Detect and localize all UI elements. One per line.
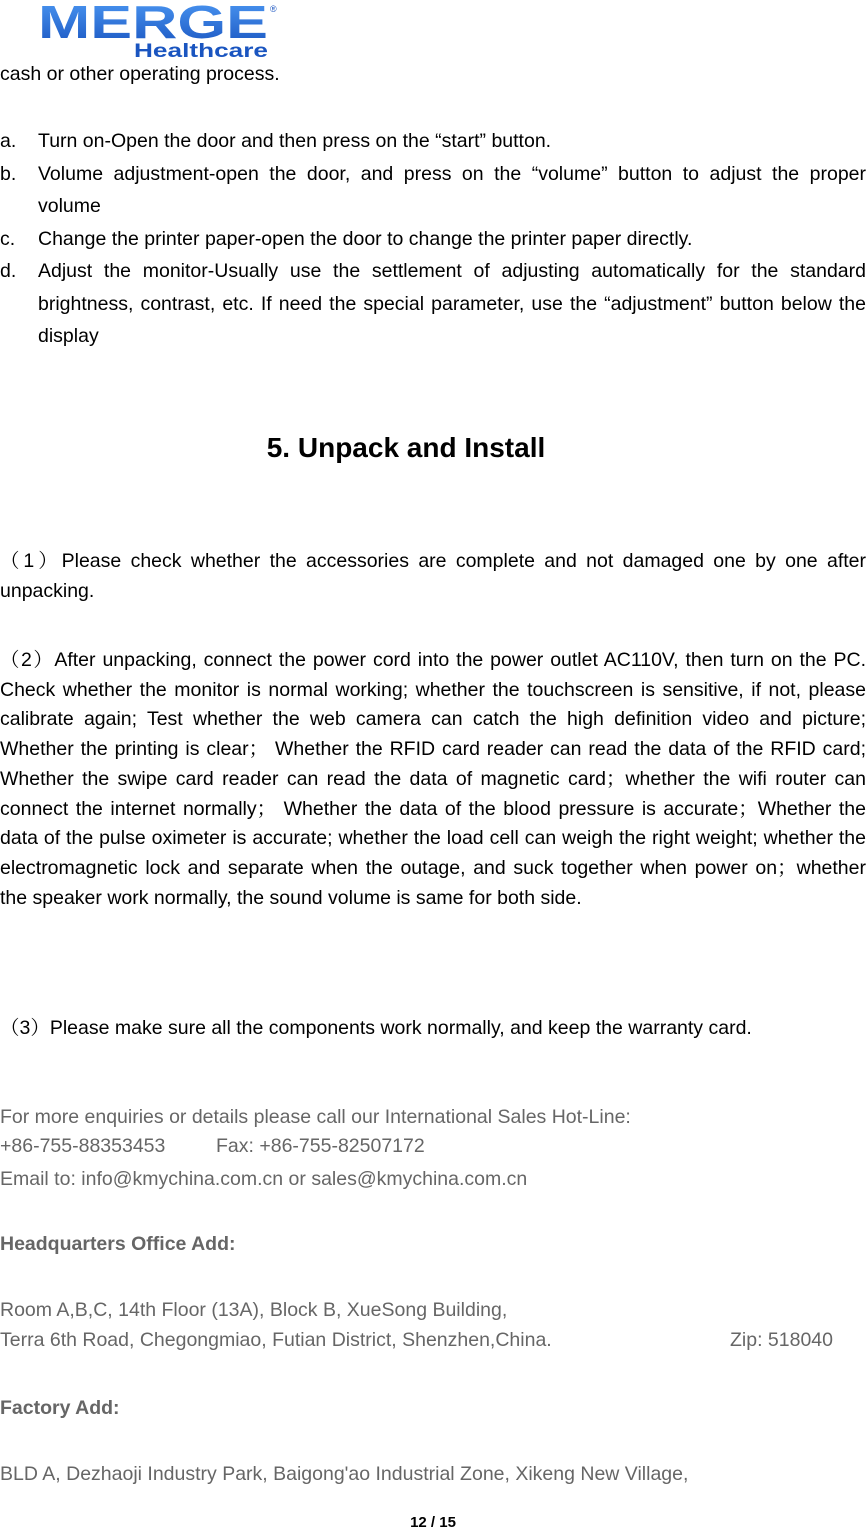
merge-healthcare-logo — [36, 0, 286, 60]
paragraph-1: （1）Please check whether the accessories are complete and not damaged one by one after unpacking. — [0, 550, 866, 602]
step-marker: d. — [0, 260, 17, 282]
enquiry-text: For more enquiries or details please call our International Sales Hot-Line: — [0, 1106, 631, 1128]
step-text: Change the printer paper-open the door to change the printer paper directly. — [38, 227, 693, 250]
steps-list — [0, 125, 866, 353]
hq-address-line-1: Room A,B,C, 14th Floor (13A), Block B, XueSong Building, — [0, 1299, 508, 1321]
hq-address-line-2: Terra 6th Road, Chegongmiao, Futian District, Shenzhen,China. — [0, 1329, 552, 1351]
paragraph-2: （2）After unpacking, connect the power cord into the power outlet AC110V, then turn on the PC. Check whether the monitor is normal working; whether the touchscreen is sensitive, if not, please calibrate again; Test whether the web camera can catch the high definition video and picture; Whether the printing is clear； Whether the RFID card reader can read the data of the RFID card; Whether the swipe card reader can read the data of magnetic card；whether the wifi router can connect the internet normally； Whether the data of the blood pressure is accurate；Whether the data of the pulse oximeter is accurate; whether the load cell can weigh the right weight; whether the electromagnetic lock and separate when the outage, and suck together when power on；whether the speaker work normally, the sound volume is same for both side. — [0, 649, 866, 909]
logo-sub-text: Healthcare — [134, 41, 268, 60]
section-title: 5. Unpack and Install — [266, 432, 546, 463]
paragraph-3: （3）Please make sure all the components work normally, and keep the warranty card. — [0, 1017, 752, 1039]
step-item — [0, 223, 866, 256]
step-marker: c. — [0, 227, 16, 250]
zip-code: Zip: 518040 — [730, 1329, 833, 1351]
logo-brand-text: MERGE — [38, 0, 268, 48]
step-item — [0, 255, 866, 353]
step-marker: a. — [0, 130, 17, 152]
factory-address-line-1: BLD A, Dezhaoji Industry Park, Baigong'ao Industrial Zone, Xikeng New Village, — [0, 1463, 689, 1485]
step-text: Adjust the monitor-Usually use the settlement of adjusting automatically for the standard brightness, contrast, etc. If need the special parameter, use the “adjustment” button below the display — [38, 260, 866, 347]
fax-text: Fax: +86-755-82507172 — [216, 1135, 425, 1157]
step-marker: b. — [0, 162, 17, 185]
logo-registered-mark: ® — [270, 4, 277, 14]
step-text: Volume adjustment-open the door, and press on the “volume” button to adjust the proper volume — [38, 162, 866, 217]
step-item — [0, 125, 866, 158]
factory-heading: Factory Add: — [0, 1397, 120, 1419]
hq-heading: Headquarters Office Add: — [0, 1233, 236, 1255]
step-item — [0, 158, 866, 223]
email-text: Email to: info@kmychina.com.cn or sales@kmychina.com.cn — [0, 1168, 528, 1190]
step-text: Turn on-Open the door and then press on the “start” button. — [38, 130, 552, 152]
page-number: 12 / 15 — [410, 1514, 456, 1531]
phone-text: +86-755-88353453 — [0, 1135, 166, 1157]
intro-text: cash or other operating process. — [0, 63, 280, 85]
